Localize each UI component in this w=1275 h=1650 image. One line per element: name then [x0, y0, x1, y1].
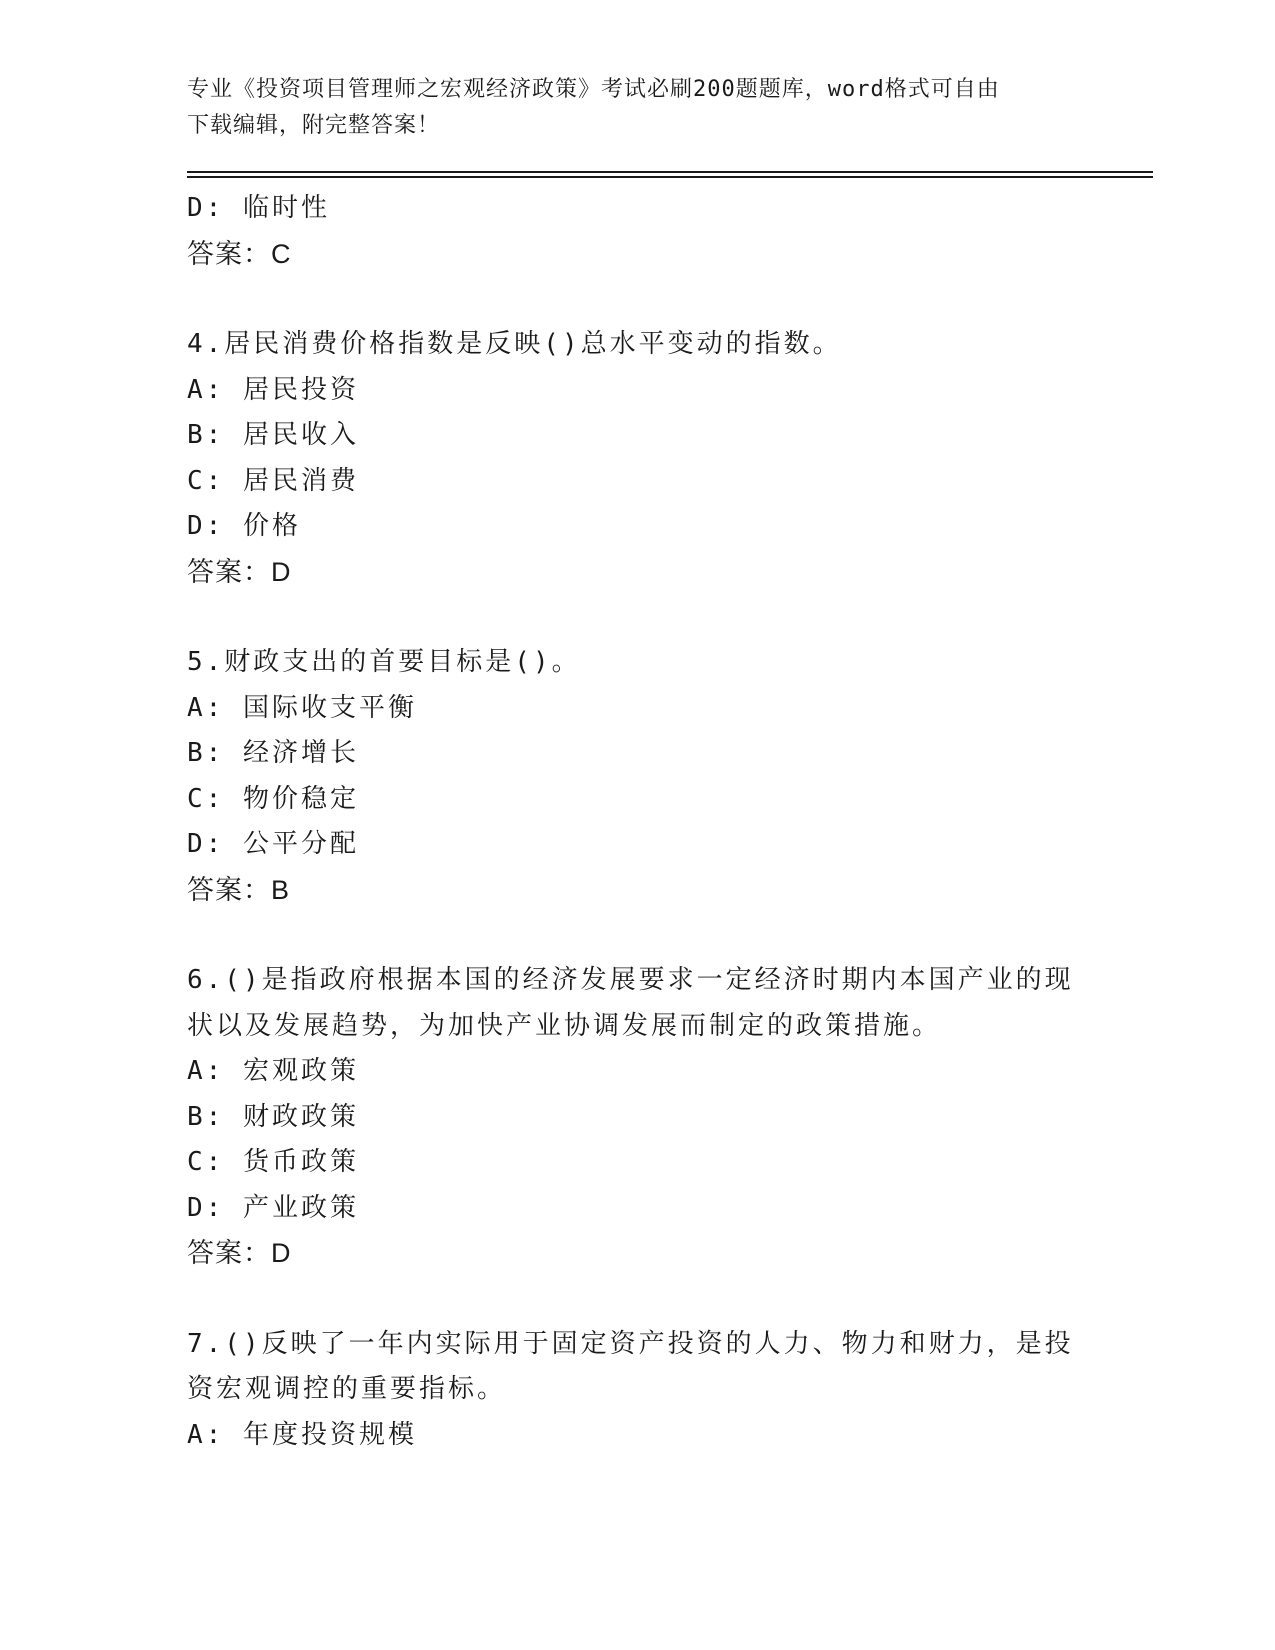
question-5-stem: 5.财政支出的首要目标是()。	[187, 647, 581, 677]
header-line-1: 专业《投资项目管理师之宏观经济政策》考试必刷200题题库，word格式可自由	[187, 77, 1000, 102]
question-list	[187, 186, 1087, 1458]
question-4-option-b: B: 居民收入	[187, 420, 359, 450]
question-6-option-b: B: 财政政策	[187, 1101, 359, 1132]
spacer	[187, 595, 1087, 640]
question-4-option-c: C: 居民消费	[187, 465, 359, 496]
question-5-option-d: D: 公平分配	[187, 829, 359, 859]
question-4-option-d: D: 价格	[187, 511, 301, 541]
question-4-option-a: A: 居民投资	[187, 374, 359, 405]
spacer	[187, 913, 1087, 958]
question-4-stem: 4.居民消费价格指数是反映()总水平变动的指数。	[187, 329, 842, 359]
carryover-answer: 答案：C	[187, 238, 292, 269]
question-7-stem-line-2: 资宏观调控的重要指标。	[187, 1374, 507, 1404]
question-7-option-a: A: 年度投资规模	[187, 1419, 417, 1450]
question-6-option-a: A: 宏观政策	[187, 1056, 359, 1086]
question-6-answer: 答案：D	[187, 1238, 292, 1268]
spacer	[187, 277, 1087, 322]
document-header	[187, 72, 1087, 144]
question-5-option-b: B: 经济增长	[187, 738, 359, 768]
header-divider-bottom	[187, 176, 1153, 178]
spacer	[187, 1277, 1087, 1322]
question-6-option-d: D: 产业政策	[187, 1192, 359, 1223]
question-6-stem-line-2: 状以及发展趋势，为加快产业协调发展而制定的政策措施。	[187, 1010, 942, 1041]
question-5-option-c: C: 物价稳定	[187, 783, 359, 814]
header-line-2: 下载编辑，附完整答案！	[187, 113, 441, 138]
question-6-option-c: C: 货币政策	[187, 1147, 359, 1177]
carryover-option-d: D: 临时性	[187, 193, 330, 223]
header-divider-top	[187, 171, 1153, 173]
question-7-stem-line-1: 7.()反映了一年内实际用于固定资产投资的人力、物力和财力，是投	[187, 1328, 1074, 1359]
question-6-stem-line-1: 6.()是指政府根据本国的经济发展要求一定经济时期内本国产业的现	[187, 965, 1074, 995]
question-5-answer: 答案：B	[187, 874, 291, 905]
question-5-option-a: A: 国际收支平衡	[187, 692, 417, 723]
question-4-answer: 答案：D	[187, 556, 292, 587]
